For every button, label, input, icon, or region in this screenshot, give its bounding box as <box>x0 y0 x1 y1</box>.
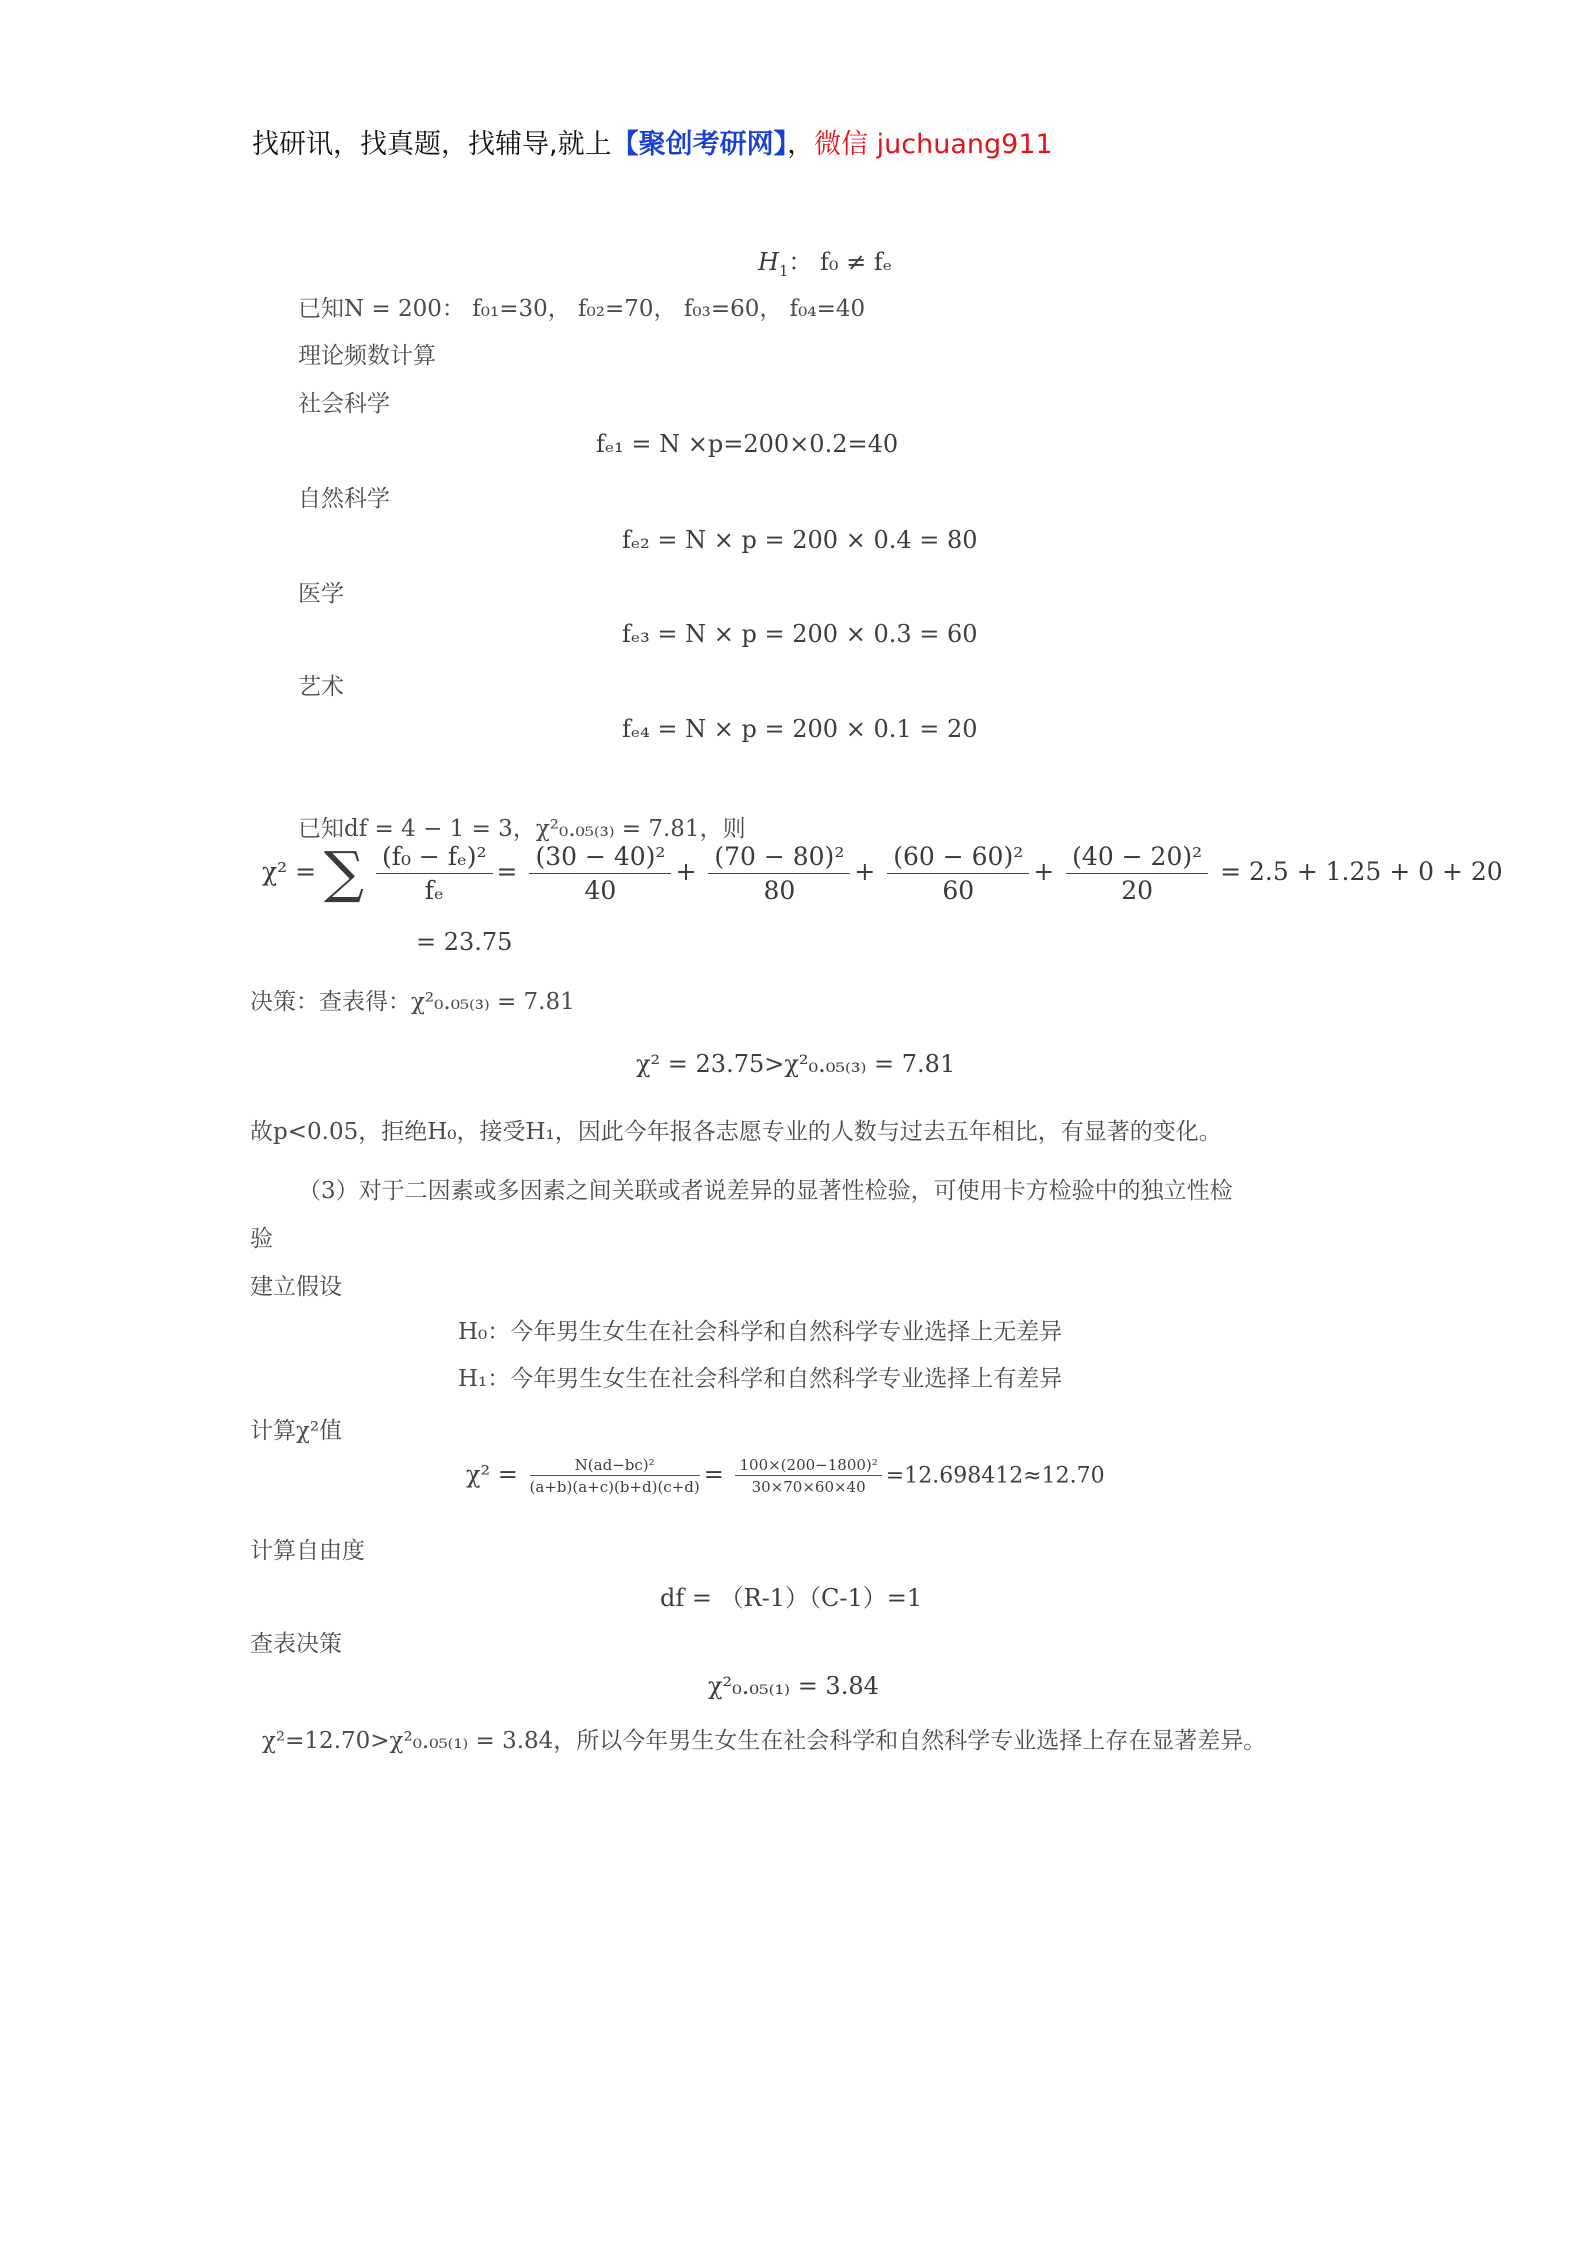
df-title: 计算自由度 <box>250 1538 365 1564</box>
category-social: 社会科学 <box>298 391 390 417</box>
known-prefix: 已知N = 200： <box>298 296 465 322</box>
value-rhs: =12.698412≈12.70 <box>885 1463 1105 1489</box>
df-equation: df = （R-1）（C-1）=1 <box>660 1584 923 1612</box>
sigma-symbol: ∑ <box>324 840 364 906</box>
calc-title: 计算χ²值 <box>250 1418 343 1444</box>
page-header <box>252 122 1053 161</box>
term2-fraction <box>708 842 850 905</box>
conclusion-line: 故p<0.05，拒绝H₀，接受H₁，因此今年报各志愿专业的人数与过去五年相比，有显著的变化。 <box>250 1119 1222 1145</box>
term2-num: (70 − 80)² <box>708 842 850 874</box>
value-den: 30×70×60×40 <box>751 1478 866 1496</box>
h1-sub: 1 <box>778 261 789 280</box>
decision-line: 决策：查表得：χ²₀.₀₅₍₃₎ = 7.81 <box>250 989 575 1015</box>
term4-num: (40 − 20)² <box>1066 842 1208 874</box>
chi-formula: χ² = $\frac{\text{N(ad−bc)²}}{(a+b)(a+c)(b+d)(c+d)}$ = $\frac{\text{100×(200−1800)²}}{30\times 70\times 60\times 40}$ =12.698412≈12.70 <box>466 1456 1105 1496</box>
term3-den: 60 <box>942 876 975 905</box>
h1-hypothesis <box>758 242 892 280</box>
term4-fraction <box>1066 842 1208 905</box>
header-brand-link[interactable]: 【聚创考研网】 <box>611 129 788 160</box>
fo4: f₀₄=40 <box>789 296 866 322</box>
intro-line-2: 验 <box>250 1226 273 1252</box>
intro-line: （3）对于二因素或多因素之间关联或者说差异的显著性检验，可使用卡方检验中的独立性检 <box>298 1178 1233 1204</box>
chi-result: = 23.75 <box>416 928 513 956</box>
category-natural: 自然科学 <box>298 486 390 512</box>
formula-den: (a+b)(a+c)(b+d)(c+d) <box>529 1478 700 1496</box>
term2-den: 80 <box>763 876 796 905</box>
term1-den: 40 <box>584 876 617 905</box>
value-num: 100×(200−1800)² <box>735 1456 881 1476</box>
chi-lhs: χ² = <box>262 857 325 886</box>
hypothesis-title: 建立假设 <box>250 1274 342 1300</box>
critical-value: χ²₀.₀₅₍₁₎ = 3.84 <box>708 1672 879 1700</box>
header-prefix: 找研讯，找真题，找辅导,就上 <box>252 129 612 160</box>
header-sep: ， <box>787 129 815 160</box>
equation-fe4: fₑ₄ = N × p = 200 × 0.1 = 20 <box>622 715 978 743</box>
fo1: f₀₁=30， <box>472 296 571 322</box>
term1-fraction <box>529 842 671 905</box>
h1-statement: H₁：今年男生女生在社会科学和自然科学专业选择上有差异 <box>458 1366 1063 1392</box>
fo3: f₀₃=60， <box>683 296 783 322</box>
sum-rhs: = 2.5 + 1.25 + 0 + 20 <box>1220 857 1503 886</box>
category-medicine: 医学 <box>298 581 344 607</box>
h0-statement: H₀：今年男生女生在社会科学和自然科学专业选择上无差异 <box>458 1319 1063 1345</box>
term3-fraction <box>887 842 1029 905</box>
value-fraction <box>735 1456 881 1496</box>
equation-fe2: fₑ₂ = N × p = 200 × 0.4 = 80 <box>622 526 978 554</box>
category-art: 艺术 <box>298 674 344 700</box>
known-frequencies <box>298 290 865 323</box>
h1-label: H <box>758 248 779 276</box>
term4-den: 20 <box>1121 876 1154 905</box>
chi-square-equation: χ² = ∑ $\frac{\text{(f₀ − fₑ)²}}{\text{fₑ}}$ = $\frac{\text{(30 − 40)²}}{40}$ + $\frac{\text{(70 − 80)²}}{80}$ + $\frac{\text{(60 − 60)²}}{60}$ + $\frac{\text{(40 − 20)²}}{20}$ = 2.5 + 1.25 + 0 + 20 <box>262 840 1503 906</box>
table-title: 查表决策 <box>250 1631 342 1657</box>
comparison-line: χ² = 23.75>χ²₀.₀₅₍₃₎ = 7.81 <box>636 1050 956 1078</box>
header-wechat: 微信 juchuang911 <box>814 129 1053 160</box>
final-conclusion: χ²=12.70>χ²₀.₀₅₍₁₎ = 3.84，所以今年男生女生在社会科学和自然科学专业选择上存在显著差异。 <box>262 1728 1267 1754</box>
formula-fraction <box>530 1456 700 1496</box>
equation-fe3: fₑ₃ = N × p = 200 × 0.3 = 60 <box>622 620 978 648</box>
general-den: fₑ <box>424 876 444 905</box>
general-fraction <box>376 842 493 905</box>
term1-num: (30 − 40)² <box>529 842 671 874</box>
equation-fe1: fₑ₁ = N ×p=200×0.2=40 <box>596 430 899 458</box>
chi-formula-lhs: χ² = <box>466 1460 518 1489</box>
formula-num: N(ad−bc)² <box>530 1456 700 1476</box>
term3-num: (60 − 60)² <box>887 842 1029 874</box>
theory-title: 理论频数计算 <box>298 343 436 369</box>
h1-body: ： f₀ ≠ fₑ <box>788 248 893 276</box>
df-line: 已知df = 4 − 1 = 3，χ²₀.₀₅₍₃₎ = 7.81，则 <box>298 816 746 842</box>
general-num: (f₀ − fₑ)² <box>376 842 493 874</box>
fo2: f₀₂=70， <box>578 296 677 322</box>
